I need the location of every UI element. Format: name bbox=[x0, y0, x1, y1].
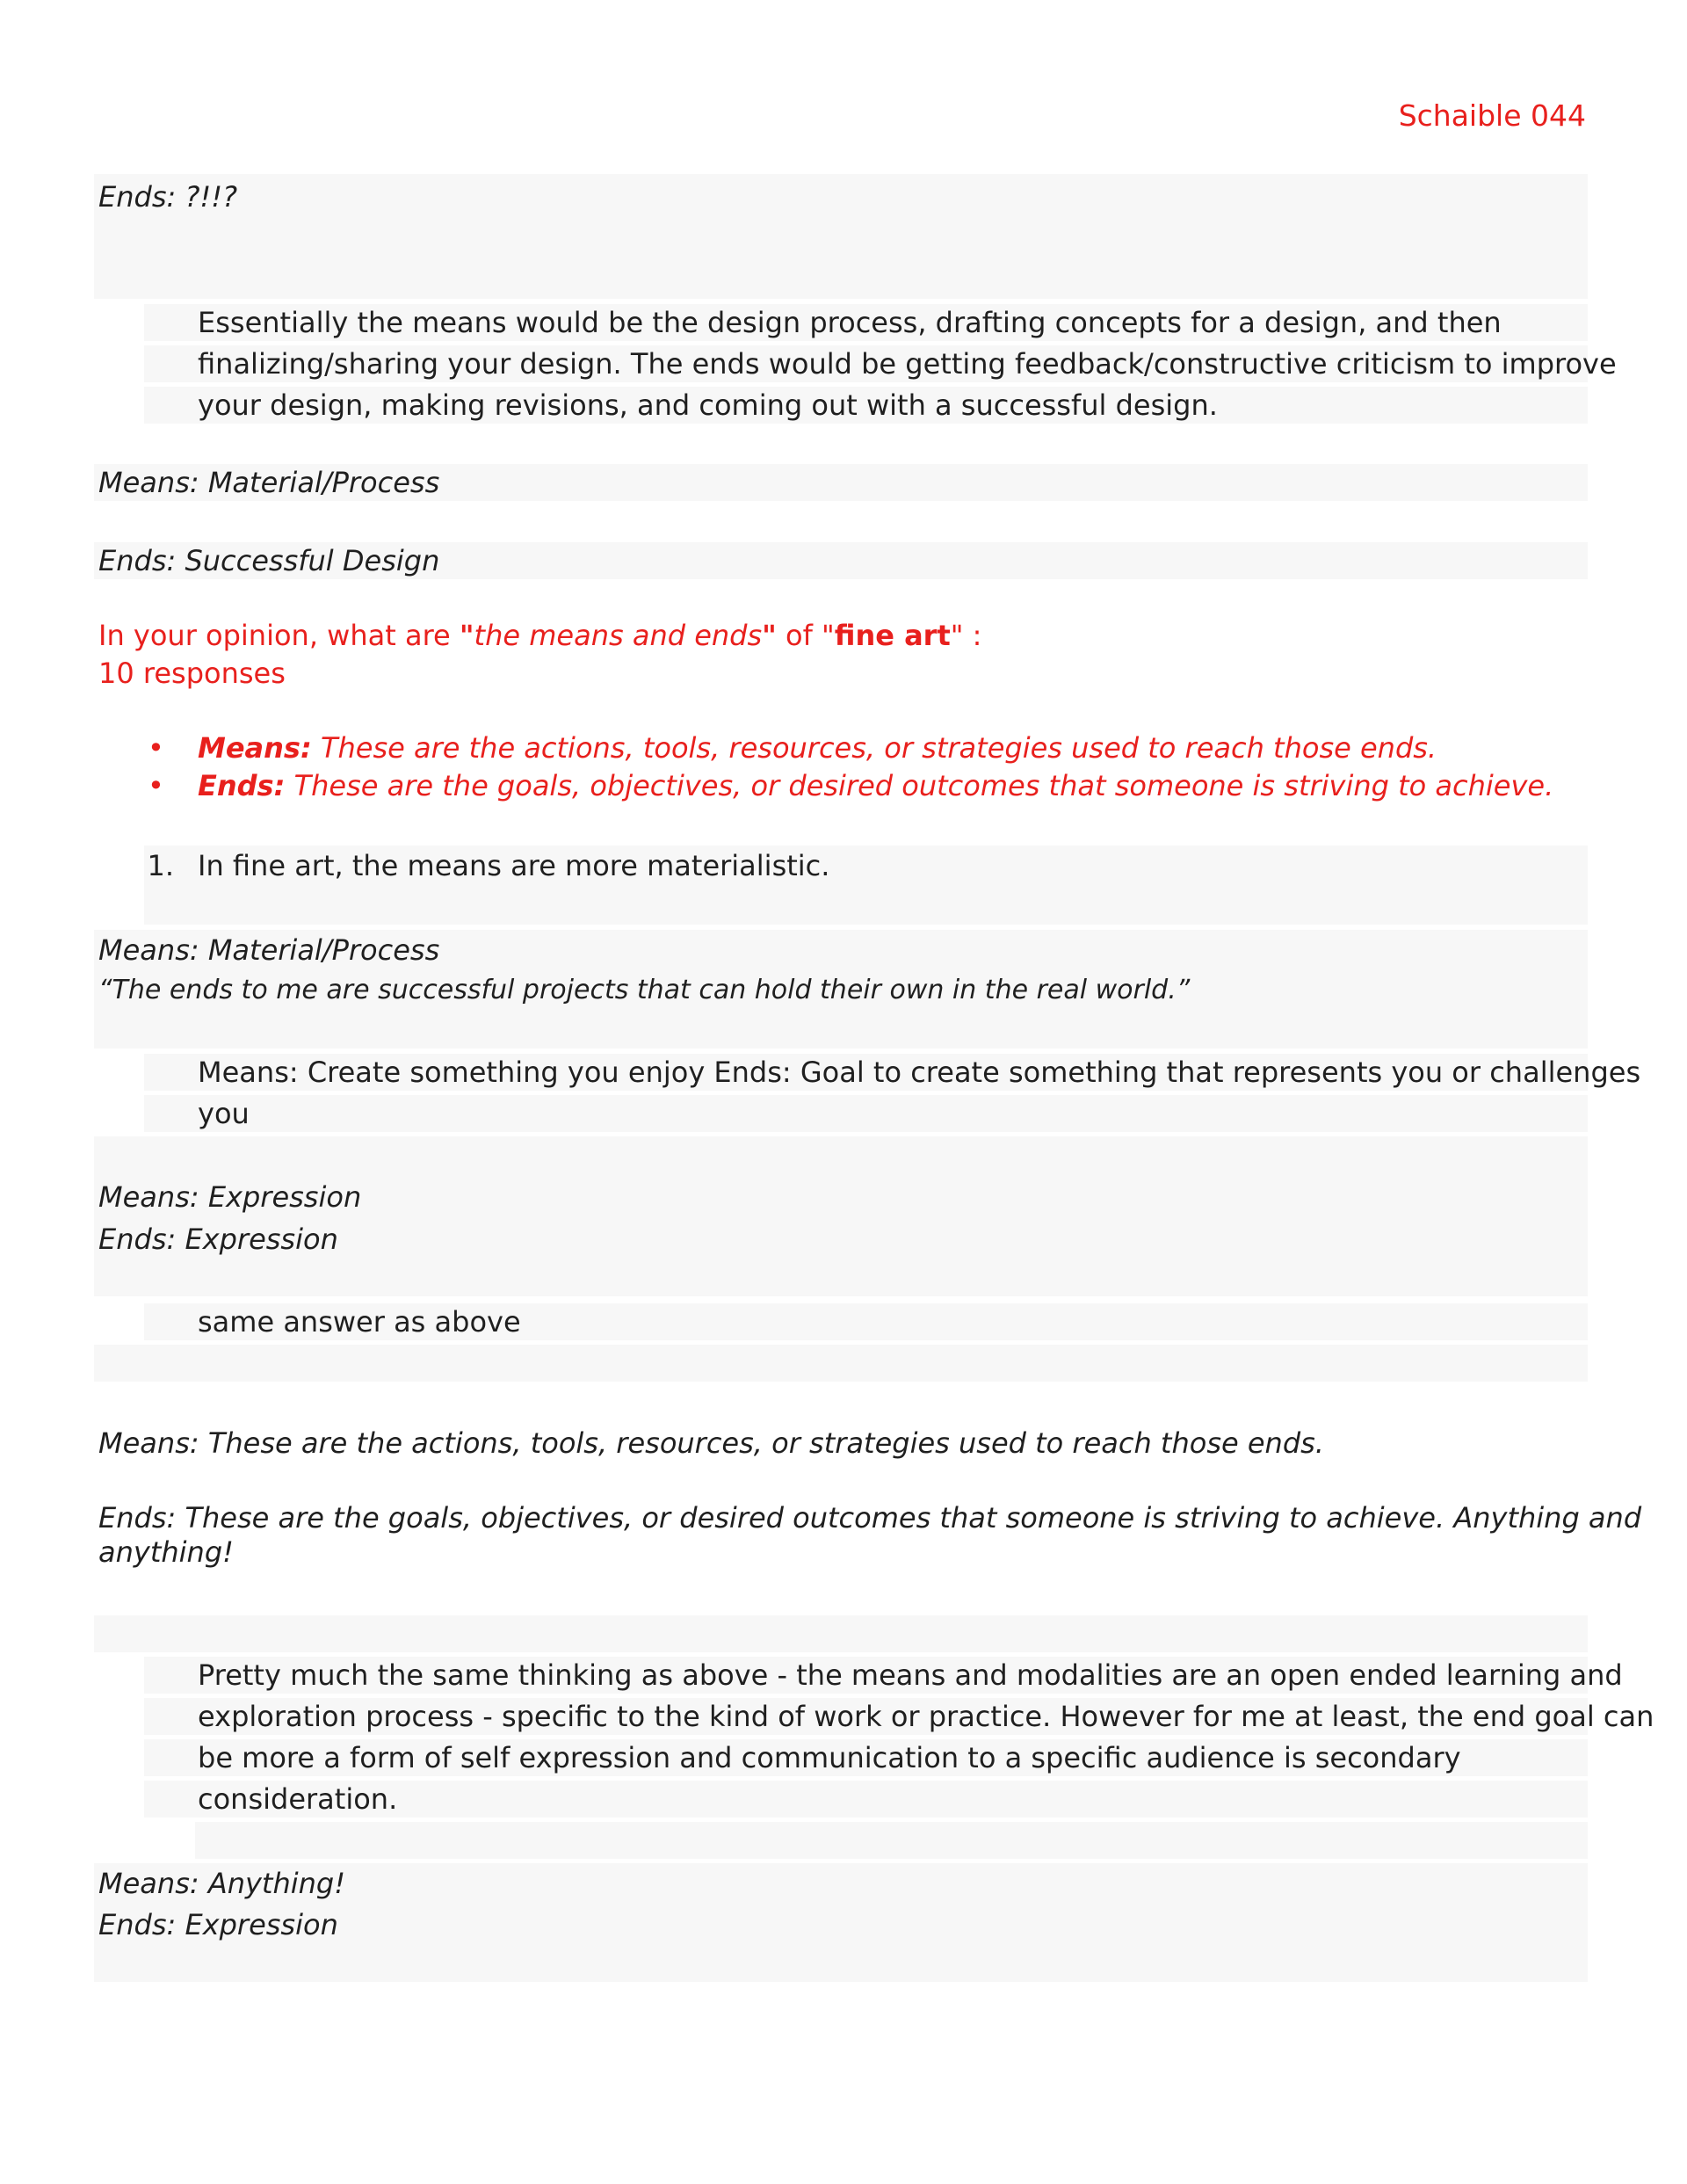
list-item-text: consideration. bbox=[198, 1782, 398, 1816]
list-item-text: exploration process - specific to the kind of work or practice. However for me at least, the end goal can bbox=[198, 1700, 1654, 1733]
list-item-text: Means: Create something you enjoy Ends: Goal to create something that represents you or challenges bbox=[198, 1056, 1641, 1089]
definition-term: Ends: bbox=[198, 769, 286, 802]
question-phrase: the means and ends bbox=[474, 619, 763, 652]
shaded-block bbox=[94, 1615, 1588, 1652]
question-quote: " bbox=[950, 619, 964, 652]
ends-label: anything! bbox=[98, 1535, 234, 1569]
list-item-text: be more a form of self expression and communication to a specific audience is secondary bbox=[198, 1741, 1461, 1774]
shaded-block bbox=[94, 1136, 1588, 1296]
shaded-block bbox=[94, 1345, 1588, 1382]
question-prefix: In your opinion, what are bbox=[98, 619, 460, 652]
page-header: Schaible 044 bbox=[1398, 98, 1586, 133]
means-label: Means: Material/Process bbox=[98, 933, 440, 967]
list-line-bg bbox=[144, 1095, 1588, 1132]
ends-label: Ends: Expression bbox=[98, 1908, 338, 1941]
list-item-text: Pretty much the same thinking as above - the means and modalities are an open ended learning and bbox=[198, 1658, 1623, 1692]
means-label: Means: These are the actions, tools, resources, or strategies used to reach those ends. bbox=[98, 1426, 1324, 1460]
definition-text: These are the actions, tools, resources, or strategies used to reach those ends. bbox=[311, 731, 1437, 765]
means-label: Means: Anything! bbox=[98, 1867, 346, 1900]
means-label: Means: Expression bbox=[98, 1180, 362, 1214]
ends-label: Ends: ?!!? bbox=[98, 180, 238, 214]
list-item-text: finalizing/sharing your design. The ends would be getting feedback/constructive criticism to improve bbox=[198, 347, 1617, 381]
definition-text: These are the goals, objectives, or desired outcomes that someone is striving to achieve. bbox=[285, 769, 1554, 802]
question-quote: " bbox=[459, 619, 474, 652]
list-item-text: Essentially the means would be the design process, drafting concepts for a design, and then bbox=[198, 306, 1502, 339]
ends-label: Ends: These are the goals, objectives, or desired outcomes that someone is striving to achieve. Anything and bbox=[98, 1501, 1642, 1535]
definition-ends bbox=[198, 767, 1553, 804]
list-number: 1. bbox=[147, 849, 174, 882]
ends-label: Ends: Successful Design bbox=[98, 544, 440, 577]
ends-quote: “The ends to me are successful projects that can hold their own in the real world.” bbox=[98, 975, 1191, 1005]
question-mid: of " bbox=[776, 619, 835, 652]
definition-means bbox=[198, 729, 1437, 766]
means-label: Means: Material/Process bbox=[98, 466, 440, 499]
response-count: 10 responses bbox=[98, 657, 286, 690]
ends-label: Ends: Expression bbox=[98, 1223, 338, 1256]
question-subject: fine art bbox=[834, 619, 951, 652]
list-item-text: same answer as above bbox=[198, 1305, 521, 1339]
list-item-text: you bbox=[198, 1097, 250, 1130]
bullet-icon: • bbox=[148, 769, 164, 802]
list-item-text: your design, making revisions, and coming out with a successful design. bbox=[198, 388, 1218, 422]
shaded-block bbox=[94, 174, 1588, 299]
bullet-icon: • bbox=[148, 731, 164, 765]
question-suffix: : bbox=[963, 619, 982, 652]
question-heading bbox=[98, 617, 981, 654]
definition-term: Means: bbox=[198, 731, 312, 765]
question-quote: " bbox=[762, 619, 777, 652]
list-line-bg bbox=[195, 1822, 1588, 1859]
list-item-text: In fine art, the means are more materialistic. bbox=[198, 849, 830, 882]
